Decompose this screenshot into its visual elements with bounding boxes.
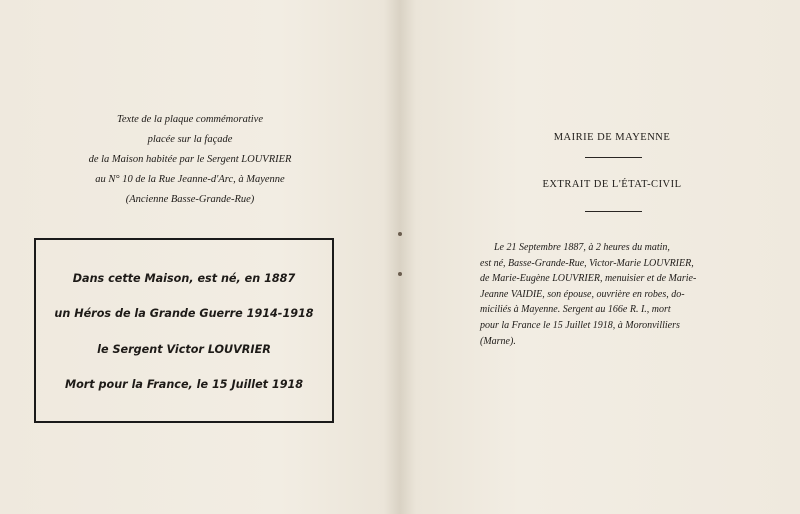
birth-record-text <box>480 240 780 349</box>
acte-line: est né, Basse-Grande-Rue, Victor-Marie LOUVRIER, <box>480 257 694 269</box>
acte-line: (Marne). <box>480 335 516 347</box>
caption-line: placée sur la façade <box>147 134 233 145</box>
caption-line: de la Maison habitée par le Sergent LOUVRIER <box>88 154 292 165</box>
acte-line: pour la France le 15 Juillet 1918, à Moronvilliers <box>480 319 680 331</box>
plaque-line: Mort pour la France, le 15 Juillet 1918 <box>64 378 304 391</box>
extrait-heading: EXTRAIT DE L'ÉTAT-CIVIL <box>542 179 682 190</box>
right-page <box>402 0 800 514</box>
mairie-heading: MAIRIE DE MAYENNE <box>553 132 671 143</box>
acte-line: Jeanne VAIDIE, son épouse, ouvrière en robes, do- <box>480 288 685 300</box>
plaque-line: Dans cette Maison, est né, en 1887 <box>72 272 296 285</box>
left-page <box>0 0 398 514</box>
subheading-rule <box>585 211 642 212</box>
plaque-line: le Sergent Victor LOUVRIER <box>97 343 271 356</box>
caption-line: Texte de la plaque commémorative <box>117 114 263 125</box>
acte-line: de Marie-Eugène LOUVRIER, menuisier et de Marie- <box>480 273 697 285</box>
acte-line: miciliés à Mayenne. Sergent au 166e R. I., mort <box>480 304 671 316</box>
heading-rule <box>585 157 642 158</box>
caption-line: (Ancienne Basse-Grande-Rue) <box>125 194 255 205</box>
plaque-line: un Héros de la Grande Guerre 1914-1918 <box>54 307 314 320</box>
acte-line: Le 21 Septembre 1887, à 2 heures du matin, <box>494 242 670 253</box>
commemorative-plaque <box>34 238 334 423</box>
caption-line: au N° 10 de la Rue Jeanne-d'Arc, à Mayenne <box>95 174 285 185</box>
plaque-caption <box>20 110 360 210</box>
